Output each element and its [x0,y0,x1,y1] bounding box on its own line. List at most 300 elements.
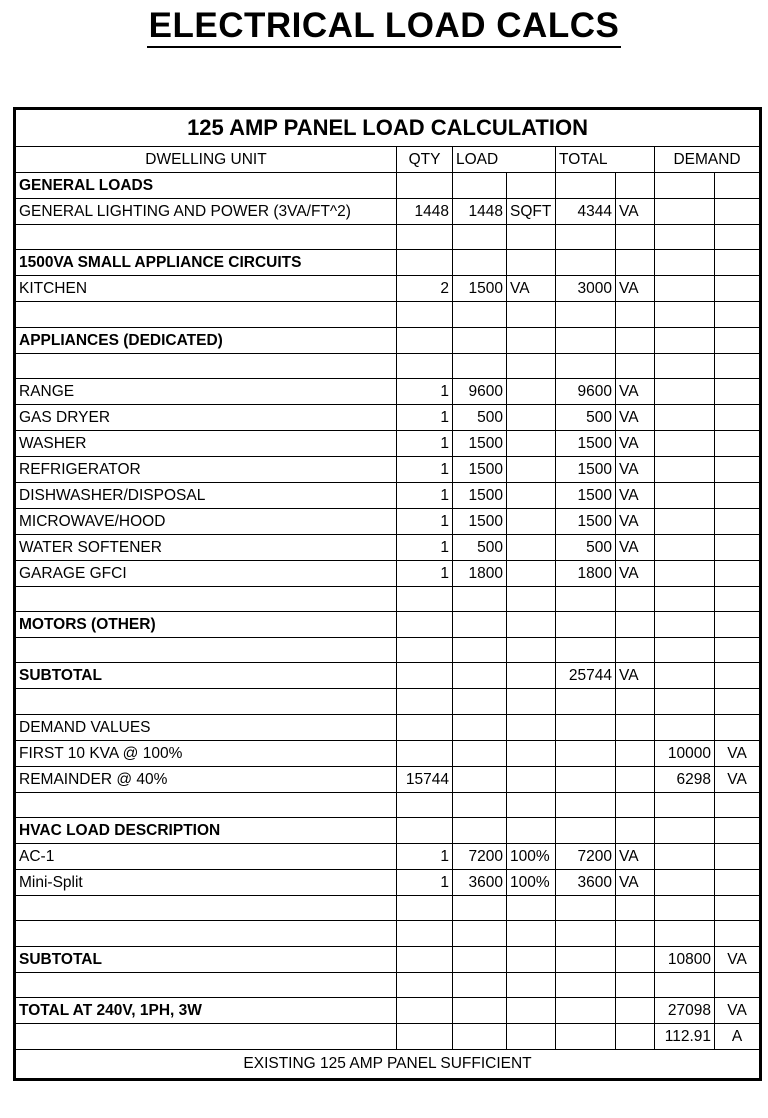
table-row [16,612,760,638]
cell-load [453,586,507,611]
cell-load [453,1023,507,1049]
cell-total-unit [616,586,655,611]
cell-load-unit [507,792,556,817]
cell-load-unit: 100% [507,870,556,896]
cell-description: HVAC LOAD DESCRIPTION [16,818,397,844]
cell-demand [655,689,715,714]
cell-qty [397,896,453,921]
cell-total-unit [616,173,655,199]
cell-demand [655,508,715,534]
cell-load [453,714,507,740]
cell-demand: 27098 [655,997,715,1023]
cell-demand-unit [715,612,760,638]
header-description: DWELLING UNIT [16,147,397,173]
cell-qty [397,327,453,353]
cell-demand-unit [715,972,760,997]
cell-demand [655,250,715,276]
cell-description: WATER SOFTENER [16,534,397,560]
table-row [16,663,760,689]
table-rows [16,173,760,1050]
cell-total-unit [616,225,655,250]
cell-qty: 1 [397,404,453,430]
cell-demand-unit [715,404,760,430]
cell-qty [397,740,453,766]
cell-load: 1500 [453,482,507,508]
cell-load-unit [507,250,556,276]
cell-demand-unit [715,534,760,560]
table-row [16,972,760,997]
cell-qty [397,663,453,689]
table-row [16,353,760,378]
cell-total-unit: VA [616,560,655,586]
cell-total-unit: VA [616,482,655,508]
cell-qty [397,173,453,199]
cell-description: KITCHEN [16,276,397,302]
table-row [16,586,760,611]
cell-load-unit [507,766,556,792]
cell-load: 1448 [453,199,507,225]
cell-load-unit [507,430,556,456]
table-row [16,199,760,225]
cell-qty [397,612,453,638]
cell-description [16,972,397,997]
cell-demand [655,276,715,302]
cell-demand [655,534,715,560]
cell-load-unit [507,663,556,689]
cell-description: TOTAL AT 240V, 1PH, 3W [16,997,397,1023]
cell-demand [655,792,715,817]
cell-total: 1800 [556,560,616,586]
cell-total-unit: VA [616,663,655,689]
cell-load [453,766,507,792]
cell-total-unit: VA [616,404,655,430]
cell-total-unit: VA [616,870,655,896]
cell-total-unit [616,638,655,663]
cell-total: 500 [556,534,616,560]
cell-demand-unit [715,250,760,276]
cell-total [556,972,616,997]
cell-load-unit [507,714,556,740]
table-row [16,560,760,586]
cell-load: 500 [453,534,507,560]
cell-load-unit [507,327,556,353]
cell-demand [655,225,715,250]
cell-demand [655,378,715,404]
cell-qty [397,353,453,378]
cell-demand-unit: VA [715,997,760,1023]
cell-qty: 1 [397,534,453,560]
cell-description: REMAINDER @ 40% [16,766,397,792]
cell-load-unit [507,818,556,844]
table-row [16,792,760,817]
cell-qty: 1 [397,378,453,404]
cell-demand: 10800 [655,946,715,972]
cell-load-unit [507,482,556,508]
table-title: 125 AMP PANEL LOAD CALCULATION [16,110,760,147]
cell-demand [655,638,715,663]
table-row [16,173,760,199]
cell-demand [655,482,715,508]
cell-demand [655,870,715,896]
cell-demand-unit: VA [715,766,760,792]
cell-total-unit [616,921,655,946]
cell-demand-unit [715,714,760,740]
cell-total-unit [616,896,655,921]
cell-demand-unit [715,508,760,534]
table-row [16,456,760,482]
footer-text: EXISTING 125 AMP PANEL SUFFICIENT [16,1049,760,1078]
cell-description: GENERAL LIGHTING AND POWER (3VA/FT^2) [16,199,397,225]
table-row [16,430,760,456]
cell-load [453,740,507,766]
cell-load-unit [507,638,556,663]
cell-total [556,173,616,199]
cell-load-unit [507,508,556,534]
cell-qty [397,972,453,997]
cell-total [556,921,616,946]
cell-demand-unit [715,327,760,353]
cell-total-unit [616,250,655,276]
cell-total [556,896,616,921]
cell-demand-unit [715,896,760,921]
cell-qty: 1 [397,430,453,456]
cell-qty [397,302,453,327]
cell-description: WASHER [16,430,397,456]
table-row [16,250,760,276]
cell-demand [655,560,715,586]
cell-demand [655,612,715,638]
cell-description [16,586,397,611]
cell-demand-unit [715,225,760,250]
cell-load: 7200 [453,844,507,870]
cell-demand [655,921,715,946]
cell-total-unit: VA [616,430,655,456]
cell-load-unit [507,896,556,921]
cell-total-unit: VA [616,199,655,225]
cell-total: 9600 [556,378,616,404]
cell-total: 1500 [556,508,616,534]
cell-load-unit [507,353,556,378]
cell-demand-unit [715,199,760,225]
cell-qty: 15744 [397,766,453,792]
cell-description: MICROWAVE/HOOD [16,508,397,534]
table-row [16,302,760,327]
table-row [16,740,760,766]
cell-qty [397,1023,453,1049]
cell-description: DISHWASHER/DISPOSAL [16,482,397,508]
cell-demand: 6298 [655,766,715,792]
cell-total-unit [616,1023,655,1049]
cell-load-unit [507,302,556,327]
cell-qty [397,586,453,611]
cell-load-unit [507,225,556,250]
cell-total: 500 [556,404,616,430]
cell-description: REFRIGERATOR [16,456,397,482]
cell-total: 3600 [556,870,616,896]
cell-demand-unit [715,378,760,404]
cell-demand [655,844,715,870]
cell-demand [655,430,715,456]
cell-total [556,250,616,276]
cell-demand-unit [715,560,760,586]
cell-demand [655,173,715,199]
cell-total: 4344 [556,199,616,225]
cell-demand [655,818,715,844]
cell-load-unit: SQFT [507,199,556,225]
cell-demand [655,586,715,611]
cell-total [556,612,616,638]
cell-total [556,997,616,1023]
cell-description [16,921,397,946]
table-row [16,896,760,921]
cell-demand [655,327,715,353]
cell-demand [655,404,715,430]
cell-description: GARAGE GFCI [16,560,397,586]
header-row [16,147,760,173]
cell-demand-unit [715,353,760,378]
cell-demand-unit [715,689,760,714]
cell-load [453,946,507,972]
cell-demand-unit [715,173,760,199]
cell-load-unit [507,404,556,430]
cell-load-unit [507,946,556,972]
cell-load: 1500 [453,508,507,534]
cell-demand: 112.91 [655,1023,715,1049]
cell-qty [397,250,453,276]
cell-total-unit [616,612,655,638]
cell-load [453,818,507,844]
cell-description: AC-1 [16,844,397,870]
cell-load [453,896,507,921]
cell-total-unit [616,327,655,353]
cell-load [453,689,507,714]
cell-load: 3600 [453,870,507,896]
cell-qty: 1 [397,456,453,482]
cell-total-unit [616,740,655,766]
cell-qty [397,792,453,817]
table-row [16,921,760,946]
cell-demand-unit [715,456,760,482]
table-row [16,327,760,353]
cell-load-unit [507,972,556,997]
cell-description: DEMAND VALUES [16,714,397,740]
cell-total-unit [616,946,655,972]
table-row [16,534,760,560]
cell-load-unit [507,173,556,199]
cell-total-unit [616,353,655,378]
cell-load-unit [507,534,556,560]
cell-load [453,250,507,276]
cell-description: SUBTOTAL [16,663,397,689]
table-row [16,766,760,792]
cell-demand [655,896,715,921]
cell-total-unit: VA [616,508,655,534]
cell-total-unit [616,972,655,997]
cell-qty: 1 [397,560,453,586]
cell-description: 1500VA SMALL APPLIANCE CIRCUITS [16,250,397,276]
cell-qty: 1 [397,508,453,534]
cell-qty: 1 [397,482,453,508]
cell-demand-unit [715,586,760,611]
cell-demand-unit [715,482,760,508]
cell-load [453,353,507,378]
cell-total-unit: VA [616,534,655,560]
cell-demand-unit [715,276,760,302]
cell-qty: 1 [397,870,453,896]
table-row [16,276,760,302]
cell-description [16,225,397,250]
cell-demand [655,663,715,689]
cell-total-unit [616,302,655,327]
cell-demand: 10000 [655,740,715,766]
cell-description [16,689,397,714]
table-row [16,404,760,430]
cell-total [556,586,616,611]
table-row [16,997,760,1023]
footer-row [16,1049,760,1078]
cell-load-unit [507,586,556,611]
table-row [16,870,760,896]
cell-demand-unit [715,818,760,844]
cell-demand-unit [715,792,760,817]
cell-total [556,740,616,766]
cell-load [453,997,507,1023]
table-row [16,1023,760,1049]
cell-description [16,302,397,327]
cell-qty: 1448 [397,199,453,225]
cell-qty [397,689,453,714]
table-row [16,508,760,534]
cell-load-unit [507,378,556,404]
cell-total-unit [616,766,655,792]
cell-load-unit [507,689,556,714]
table-row [16,689,760,714]
cell-total [556,714,616,740]
load-calculation-table [15,109,760,1079]
cell-demand-unit [715,870,760,896]
cell-total: 1500 [556,456,616,482]
cell-description: SUBTOTAL [16,946,397,972]
cell-load [453,173,507,199]
cell-load-unit [507,997,556,1023]
cell-load [453,921,507,946]
cell-description: FIRST 10 KVA @ 100% [16,740,397,766]
cell-demand-unit [715,302,760,327]
cell-total [556,327,616,353]
cell-description [16,792,397,817]
cell-description: APPLIANCES (DEDICATED) [16,327,397,353]
cell-total-unit [616,792,655,817]
page-title [0,6,768,48]
cell-load [453,225,507,250]
cell-total-unit: VA [616,378,655,404]
cell-total: 3000 [556,276,616,302]
cell-load-unit [507,1023,556,1049]
cell-description: MOTORS (OTHER) [16,612,397,638]
cell-total-unit [616,714,655,740]
cell-demand [655,714,715,740]
cell-qty [397,921,453,946]
cell-total [556,1023,616,1049]
cell-load: 1800 [453,560,507,586]
cell-qty: 2 [397,276,453,302]
cell-load [453,327,507,353]
table-row [16,818,760,844]
cell-demand-unit [715,844,760,870]
table-row [16,378,760,404]
cell-total [556,689,616,714]
cell-total: 1500 [556,482,616,508]
cell-demand-unit: VA [715,740,760,766]
cell-description: GENERAL LOADS [16,173,397,199]
cell-load-unit [507,560,556,586]
cell-demand-unit [715,921,760,946]
table-row [16,714,760,740]
cell-description: RANGE [16,378,397,404]
cell-total [556,225,616,250]
table-title-row [16,110,760,147]
cell-total [556,766,616,792]
cell-total [556,818,616,844]
cell-qty [397,818,453,844]
table-row [16,638,760,663]
cell-demand-unit [715,430,760,456]
cell-total [556,638,616,663]
cell-demand [655,456,715,482]
cell-total-unit [616,689,655,714]
cell-load [453,638,507,663]
page-title-text: ELECTRICAL LOAD CALCS [147,6,622,48]
cell-total-unit [616,997,655,1023]
cell-load-unit [507,921,556,946]
header-load: LOAD [453,147,556,173]
cell-total: 7200 [556,844,616,870]
cell-demand-unit [715,663,760,689]
cell-load: 9600 [453,378,507,404]
cell-description [16,638,397,663]
cell-demand [655,972,715,997]
cell-description: Mini-Split [16,870,397,896]
cell-qty [397,714,453,740]
header-qty: QTY [397,147,453,173]
cell-qty [397,997,453,1023]
cell-demand-unit: VA [715,946,760,972]
table-row [16,946,760,972]
table-row [16,482,760,508]
cell-description [16,353,397,378]
cell-qty: 1 [397,844,453,870]
cell-demand-unit: A [715,1023,760,1049]
header-demand: DEMAND [655,147,760,173]
cell-load [453,972,507,997]
cell-demand [655,302,715,327]
cell-total [556,946,616,972]
cell-total-unit: VA [616,276,655,302]
cell-description: GAS DRYER [16,404,397,430]
cell-load [453,792,507,817]
table-row [16,225,760,250]
cell-total-unit [616,818,655,844]
cell-load: 1500 [453,276,507,302]
cell-total [556,792,616,817]
cell-load-unit [507,612,556,638]
cell-qty [397,225,453,250]
cell-load: 1500 [453,456,507,482]
cell-load [453,302,507,327]
cell-total [556,302,616,327]
cell-total: 1500 [556,430,616,456]
cell-load-unit [507,740,556,766]
